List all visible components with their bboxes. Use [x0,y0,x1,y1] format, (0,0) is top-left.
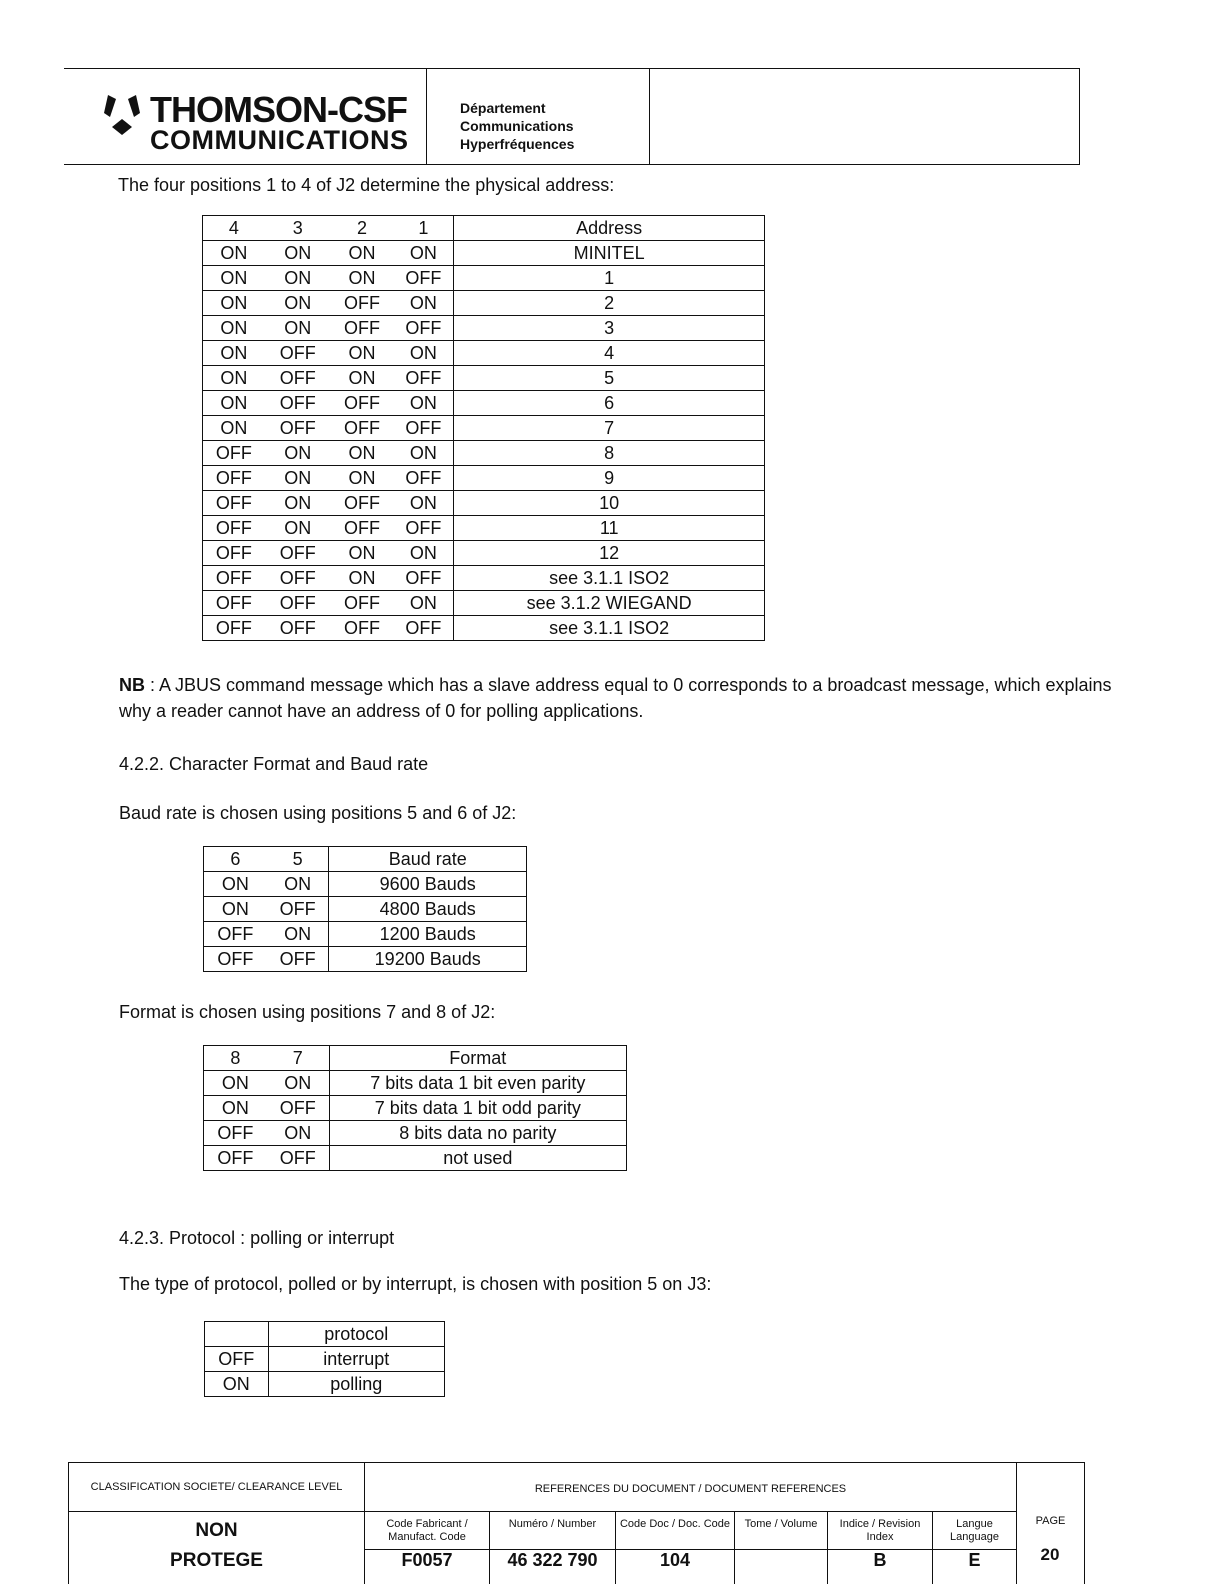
table-row [203,266,765,291]
table-cell: ON [267,872,329,897]
column-header: 5 [267,847,329,872]
reference-column-label: Indice / Revision Index [827,1511,932,1584]
table-row [204,922,527,947]
nb-paragraph [119,672,1119,724]
table-cell: ON [265,266,331,291]
table-cell: ON [393,241,453,266]
table-cell: OFF [265,566,331,591]
reference-column-value [734,1549,827,1584]
nb-text: : A JBUS command message which has a slave address equal to 0 corresponds to a broadcast message, which explains why a reader cannot have an address of 0 for polling applications. [119,675,1112,721]
table-cell: OFF [203,616,265,641]
section-heading-4-2-2: 4.2.2. Character Format and Baud rate [119,754,429,774]
table-cell: OFF [203,516,265,541]
table-cell: 7 bits data 1 bit odd parity [329,1096,626,1121]
table-cell: OFF [331,416,394,441]
table-cell: OFF [204,947,267,972]
reference-column-value: 46 322 790 [489,1549,615,1584]
table-row [203,416,765,441]
table-cell: OFF [265,416,331,441]
table-row [204,872,527,897]
column-header: Baud rate [329,847,527,872]
table-cell: ON [393,441,453,466]
intro-text: The four positions 1 to 4 of J2 determine the physical address: [118,175,615,195]
table-cell: 4800 Bauds [329,897,527,922]
table-cell: OFF [267,897,329,922]
table-cell: ON [393,391,453,416]
table-header-row [205,1322,445,1347]
table-cell: ON [204,1071,267,1096]
department-cell [426,69,650,164]
table-cell: OFF [265,391,331,416]
table-cell: OFF [331,316,394,341]
table-cell: OFF [203,441,265,466]
table-cell: ON [331,366,394,391]
table-cell: ON [204,1096,267,1121]
table-cell: ON [205,1372,269,1397]
table-cell: ON [203,316,265,341]
reference-column-value: F0057 [364,1549,489,1584]
table-cell: 2 [454,291,765,316]
table-cell: OFF [267,1096,329,1121]
table-header-row [204,1046,627,1071]
logo-subtitle: COMMUNICATIONS [150,125,409,155]
table-cell: ON [203,416,265,441]
table-row [203,516,765,541]
reference-column-label: Code Doc / Doc. Code [615,1511,734,1584]
table-cell: OFF [203,566,265,591]
table-row [203,291,765,316]
table-cell: ON [203,241,265,266]
table-cell: see 3.1.1 ISO2 [454,566,765,591]
logo-cell [64,69,427,164]
table-row [205,1372,445,1397]
table-cell: see 3.1.1 ISO2 [454,616,765,641]
page-label: PAGE [1016,1463,1084,1584]
table-cell: ON [265,241,331,266]
table-row [203,566,765,591]
table-row [203,541,765,566]
column-header: 4 [203,216,265,241]
reference-column-label: Tome / Volume [734,1511,827,1584]
department-line: Communications [460,118,574,134]
table-cell: OFF [204,1121,267,1146]
table-cell: ON [393,541,453,566]
table-cell: OFF [393,566,453,591]
table-cell: ON [393,591,453,616]
table-cell: 7 bits data 1 bit even parity [329,1071,626,1096]
column-header: protocol [268,1322,444,1347]
column-header: 2 [331,216,394,241]
table-cell: OFF [331,516,394,541]
table-cell: ON [331,241,394,266]
table-cell: ON [331,541,394,566]
table-cell: 10 [454,491,765,516]
table-row [203,316,765,341]
table-cell: OFF [267,1146,329,1171]
table-cell: ON [203,266,265,291]
table-cell: ON [203,341,265,366]
table-header-row [203,216,765,241]
table-cell: OFF [203,466,265,491]
table-cell: 6 [454,391,765,416]
table-cell: ON [393,291,453,316]
column-header: 1 [393,216,453,241]
table-cell: OFF [265,591,331,616]
table-cell: 8 [454,441,765,466]
table-cell: interrupt [268,1347,444,1372]
column-header: Format [329,1046,626,1071]
column-header: Address [454,216,765,241]
section-heading-4-2-3: 4.2.3. Protocol : polling or interrupt [119,1228,395,1248]
column-header [205,1322,269,1347]
table-cell: polling [268,1372,444,1397]
reference-column-label: Code Fabricant / Manufact. Code [364,1511,489,1584]
table-cell: ON [203,391,265,416]
table-row [204,1096,627,1121]
address-table [202,215,765,641]
table-cell: 4 [454,341,765,366]
table-cell: ON [265,316,331,341]
column-header: 8 [204,1046,267,1071]
table-cell: OFF [265,541,331,566]
department-line: Hyperfréquences [460,136,575,152]
table-row [203,491,765,516]
column-header: 7 [267,1046,329,1071]
table-cell: ON [331,566,394,591]
table-cell: ON [331,466,394,491]
table-cell: OFF [267,947,329,972]
document-footer [68,1462,1085,1584]
table-row [204,1071,627,1096]
nb-label: NB [119,675,145,695]
table-cell: ON [331,441,394,466]
table-cell: 7 [454,416,765,441]
classification-value-line: NON [195,1520,238,1541]
table-cell: OFF [204,1146,267,1171]
table-cell: 11 [454,516,765,541]
table-row [204,897,527,922]
format-intro: Format is chosen using positions 7 and 8 of J2: [119,1002,496,1022]
table-cell: see 3.1.2 WIEGAND [454,591,765,616]
table-cell: MINITEL [454,241,765,266]
table-row [203,241,765,266]
table-cell: 8 bits data no parity [329,1121,626,1146]
reference-column-value: E [932,1549,1016,1584]
table-row [203,391,765,416]
table-cell: ON [204,872,267,897]
table-cell: 9600 Bauds [329,872,527,897]
table-cell: not used [329,1146,626,1171]
table-row [203,366,765,391]
department-line: Département [460,100,546,116]
table-cell: ON [204,897,267,922]
table-header-row [204,847,527,872]
classification-value-line: PROTEGE [170,1550,263,1571]
table-cell: 9 [454,466,765,491]
table-cell: OFF [331,391,394,416]
classification-value [69,1511,364,1584]
classification-label: CLASSIFICATION SOCIETE/ CLEARANCE LEVEL [90,1481,343,1493]
table-row [203,591,765,616]
table-cell: OFF [204,922,267,947]
reference-column-value: B [827,1549,932,1584]
table-cell: OFF [331,291,394,316]
table-cell: OFF [393,616,453,641]
protocol-intro: The type of protocol, polled or by interrupt, is chosen with position 5 on J3: [119,1274,712,1294]
references-label: REFERENCES DU DOCUMENT / DOCUMENT REFERENCES [364,1463,1016,1511]
column-header: 6 [204,847,267,872]
table-cell: 12 [454,541,765,566]
table-cell: OFF [393,516,453,541]
table-cell: ON [265,516,331,541]
table-cell: OFF [203,541,265,566]
table-cell: ON [265,491,331,516]
table-row [203,616,765,641]
table-cell: ON [267,922,329,947]
table-cell: OFF [265,616,331,641]
table-row [203,341,765,366]
table-cell: OFF [265,366,331,391]
table-cell: 3 [454,316,765,341]
table-cell: ON [265,466,331,491]
table-row [204,947,527,972]
logo-title: THOMSON-CSF [150,89,407,130]
baud-intro: Baud rate is chosen using positions 5 and 6 of J2: [119,803,517,823]
table-cell: 5 [454,366,765,391]
table-cell: OFF [393,366,453,391]
table-cell: OFF [331,491,394,516]
table-cell: ON [265,441,331,466]
table-cell: OFF [203,591,265,616]
table-cell: 19200 Bauds [329,947,527,972]
table-cell: 1200 Bauds [329,922,527,947]
baud-rate-table [203,846,527,972]
letterhead [64,68,1080,165]
table-cell: OFF [393,266,453,291]
table-cell: ON [265,291,331,316]
table-row [204,1121,627,1146]
table-cell: OFF [393,466,453,491]
table-row [204,1146,627,1171]
table-row [203,441,765,466]
table-cell: OFF [393,416,453,441]
column-header: 3 [265,216,331,241]
page-number: 20 [1040,1545,1060,1564]
table-cell: ON [267,1121,329,1146]
reference-column-value: 104 [615,1549,734,1584]
table-cell: ON [393,341,453,366]
table-cell: 1 [454,266,765,291]
table-cell: ON [267,1071,329,1096]
reference-column-label: Langue Language [932,1511,1016,1584]
reference-column-label: Numéro / Number [489,1511,615,1584]
table-cell: ON [331,266,394,291]
format-table [203,1045,627,1171]
table-row [205,1347,445,1372]
table-cell: ON [331,341,394,366]
table-cell: ON [393,491,453,516]
table-cell: OFF [203,491,265,516]
table-cell: OFF [265,341,331,366]
table-cell: ON [203,291,265,316]
table-cell: OFF [205,1347,269,1372]
table-cell: ON [203,366,265,391]
table-cell: OFF [331,616,394,641]
table-row [203,466,765,491]
table-cell: OFF [331,591,394,616]
protocol-table [204,1321,445,1397]
table-cell: OFF [393,316,453,341]
thomson-logo-icon [102,93,142,137]
